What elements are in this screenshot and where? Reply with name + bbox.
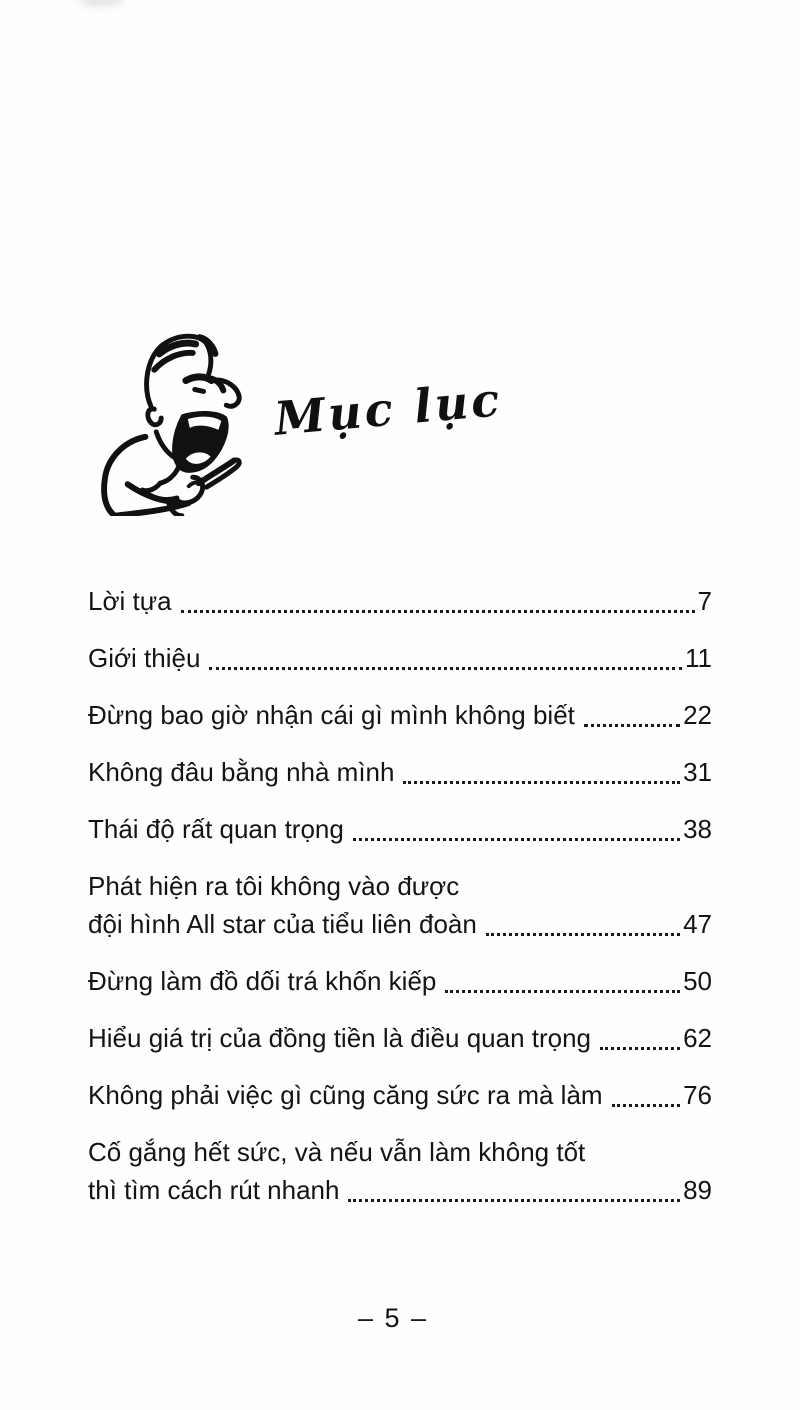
toc-entry-page: 11 [685, 643, 712, 673]
toc-entry [88, 810, 712, 848]
toc-entry-title: thì tìm cách rút nhanh [88, 1175, 340, 1205]
toc-entry-page: 76 [683, 1080, 712, 1110]
toc-entry-title: Thái độ rất quan trọng [88, 814, 344, 844]
dot-leader [209, 632, 682, 670]
toc-entry-page: 7 [697, 586, 712, 616]
toc-entry-page: 22 [683, 700, 712, 730]
toc-entry-page: 89 [683, 1175, 712, 1205]
dot-leader [348, 1164, 680, 1202]
toc-entry [88, 1019, 712, 1057]
toc-entry [88, 582, 712, 620]
toc-entry [88, 962, 712, 1000]
toc-entry-title: Đừng bao giờ nhận cái gì mình không biết [88, 700, 575, 730]
toc-entry-title: Không đâu bằng nhà mình [88, 757, 395, 787]
toc-entry-page: 38 [683, 814, 712, 844]
angry-man-illustration [100, 328, 248, 516]
toc-entry-page: 50 [683, 966, 712, 996]
page-title: Mục lục [272, 372, 505, 446]
toc-entry [88, 696, 712, 734]
toc-entry [88, 1076, 712, 1114]
toc-list [88, 582, 712, 1228]
dot-leader [600, 1012, 680, 1050]
scan-smudge [78, 0, 124, 6]
toc-entry-title: Phát hiện ra tôi không vào được [88, 871, 460, 901]
dot-leader [181, 575, 695, 613]
toc-entry-title: Hiểu giá trị của đồng tiền là điều quan trọng [88, 1023, 592, 1053]
toc-entry-title: Không phải việc gì cũng căng sức ra mà làm [88, 1080, 603, 1110]
toc-entry-title: Giới thiệu [88, 643, 201, 673]
toc-entry [88, 753, 712, 791]
toc-entry-page: 47 [683, 909, 712, 939]
page-number: – 5 – [357, 1303, 429, 1333]
toc-entry-title: Đừng làm đồ dối trá khốn kiếp [88, 966, 437, 996]
toc-entry-page: 62 [683, 1023, 712, 1053]
toc-entry-title: Lời tựa [88, 586, 172, 616]
toc-entry [88, 1133, 712, 1209]
toc-entry [88, 639, 712, 677]
dot-leader [353, 803, 680, 841]
dot-leader [584, 689, 680, 727]
dot-leader [612, 1069, 681, 1107]
toc-entry-title: đội hình All star của tiểu liên đoàn [88, 909, 477, 939]
toc-entry-page: 31 [683, 757, 712, 787]
dot-leader [403, 746, 680, 784]
dot-leader [445, 955, 680, 993]
dot-leader [486, 898, 680, 936]
toc-entry [88, 867, 712, 943]
toc-entry-title: Cố gắng hết sức, và nếu vẫn làm không tốt [88, 1137, 586, 1167]
toc-header [100, 328, 505, 516]
